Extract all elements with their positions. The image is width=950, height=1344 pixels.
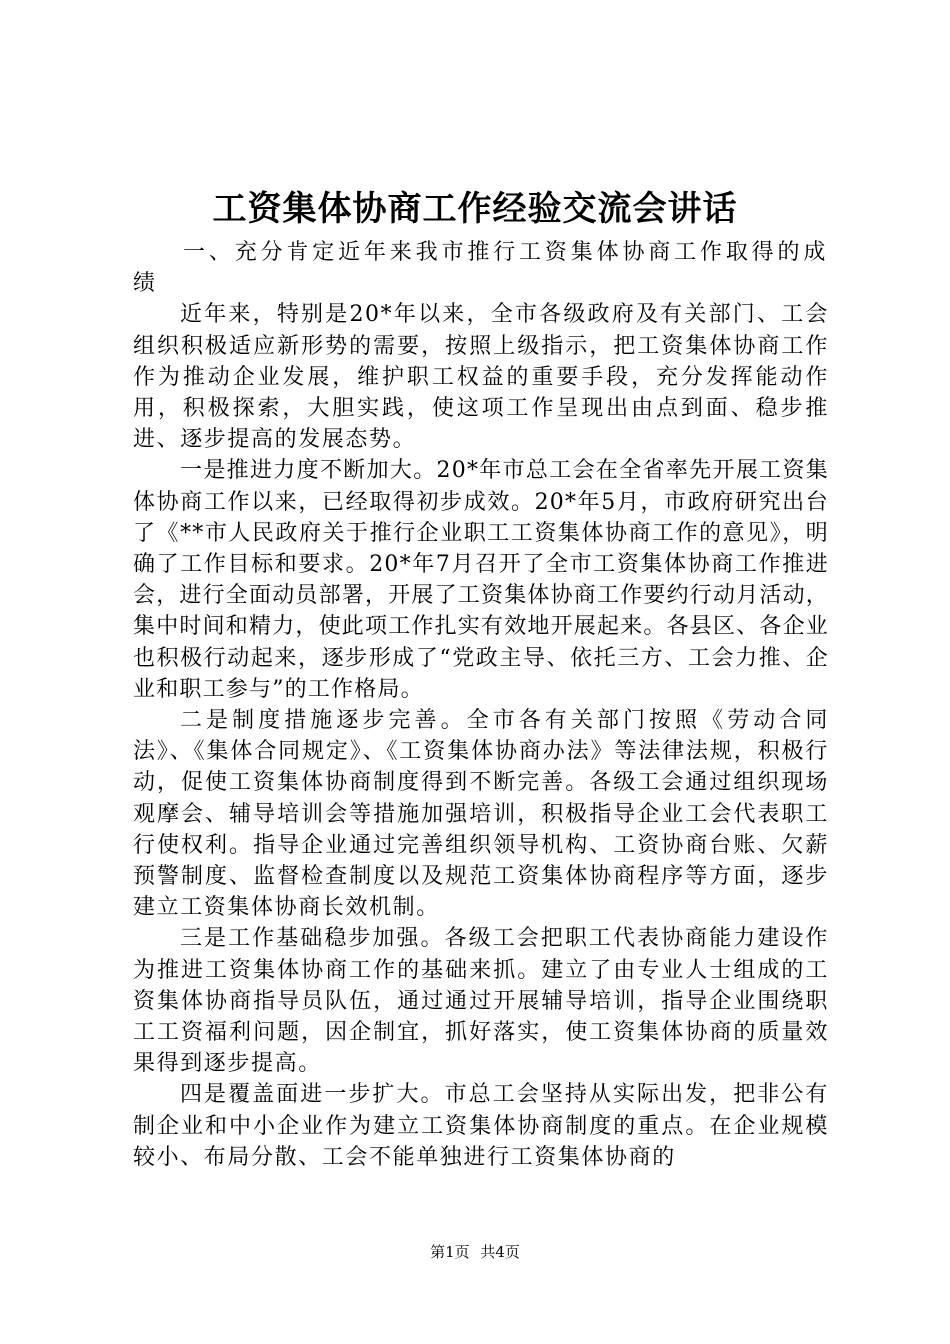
body-paragraph: 近年来，特别是20*年以来，全市各级政府及有关部门、工会组织积极适应新形势的需要，按照上级指示，把工资集体协商工作作为推动企业发展，维护职工权益的重要手段，充分发挥能动作用，积极探索，大胆实践，使这项工作呈现出由点到面、稳步推进、逐步提高的发展态势。 xyxy=(133,302,829,453)
section-heading: 一、充分肯定近年来我市推行工资集体协商工作取得的成绩 xyxy=(133,240,829,297)
body-paragraph: 四是覆盖面进一步扩大。市总工会坚持从实际出发，把非公有制企业和中小企业作为建立工资集体协商制度的重点。在企业规模较小、布局分散、工会不能单独进行工资集体协商的 xyxy=(133,1082,829,1170)
body-paragraph: 二是制度措施逐步完善。全市各有关部门按照《劳动合同法》、《集体合同规定》、《工资集体协商办法》等法律法规，积极行动，促使工资集体协商制度得到不断完善。各级工会通过组织现场观摩会、辅导培训会等措施加强培训，积极指导企业工会代表职工行使权利。指导企业通过完善组织领导机构、工资协商台账、欠薪预警制度、监督检查制度以及规范工资集体协商程序等方面，逐步建立工资集体协商长效机制。 xyxy=(133,708,829,921)
page-total: 共4页 xyxy=(480,1243,520,1261)
body-paragraph: 一是推进力度不断加大。20*年市总工会在全省率先开展工资集体协商工作以来，已经取得初步成效。20*年5月，市政府研究出台了《**市人民政府关于推行企业职工工资集体协商工作的意见》，明确了工作目标和要求。20*年7月召开了全市工资集体协商工作推进会，进行全面动员部署，开展了工资集体协商工作要约行动月活动，集中时间和精力，使此项工作扎实有效地开展起来。各县区、各企业也积极行动起来，逐步形成了“党政主导、依托三方、工会力推、企业和职工参与”的工作格局。 xyxy=(133,458,830,702)
page-number: 第1页 xyxy=(430,1243,470,1261)
document-body xyxy=(133,237,829,1173)
body-paragraph: 三是工作基础稳步加强。各级工会把职工代表协商能力建设作为推进工资集体协商工作的基础来抓。建立了由专业人士组成的工资集体协商指导员队伍，通过通过开展辅导培训，指导企业围绕职工工资福利问题，因企制宜，抓好落实，使工资集体协商的质量效果得到逐步提高。 xyxy=(133,926,829,1077)
document-title: 工资集体协商工作经验交流会讲话 xyxy=(212,189,738,229)
page-footer xyxy=(0,1242,950,1262)
